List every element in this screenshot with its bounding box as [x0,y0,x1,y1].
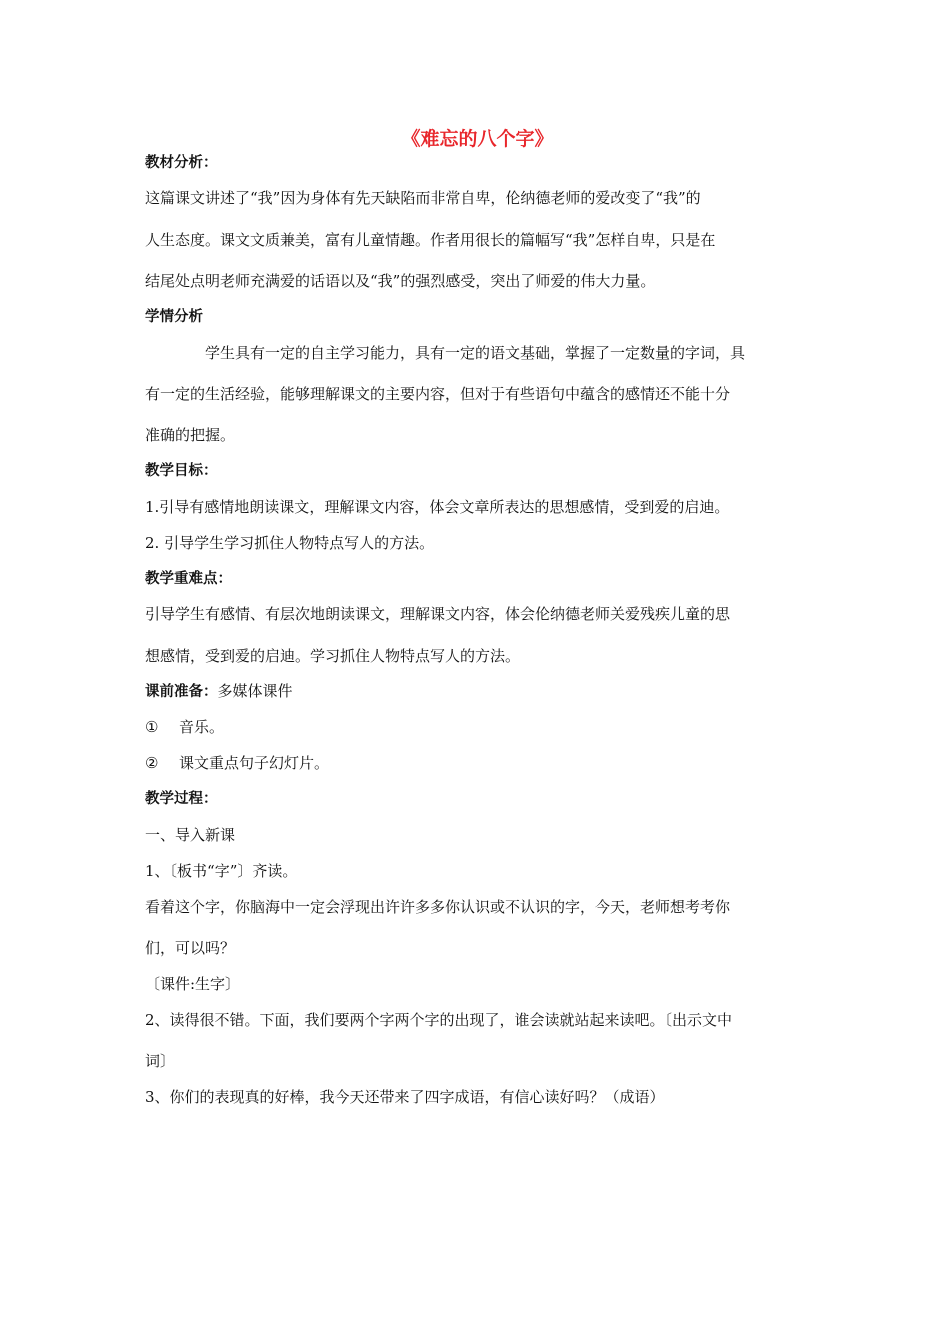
list-marker: ② [145,754,159,772]
students-line-1: 学生具有一定的自主学习能力，具有一定的语文基础，掌握了一定数量的字词，具 [205,344,746,362]
heading-preparation: 课前准备： [145,684,218,700]
key-points-line-1: 引导学生有感情、有层次地朗读课文，理解课文内容，体会伦纳德老师关爱残疾儿童的思 [145,605,731,623]
list-item-text: 课文重点句子幻灯片。 [179,754,330,772]
process-line-6: 2、读得很不错。下面，我们要两个字两个字的出现了，谁会读就站起来读吧。〔出示文中 [145,1011,733,1029]
material-line-3: 结尾处点明老师充满爱的话语以及“我”的强烈感受，突出了师爱的伟大力量。 [145,272,656,290]
document-title: 《难忘的八个字》 [401,128,554,150]
process-line-1: 一、导入新课 [145,826,236,844]
process-line-5: 〔课件:生字〕 [145,975,241,993]
list-marker: ① [145,718,159,736]
material-line-1: 这篇课文讲述了“我”因为身体有先天缺陷而非常自卑，伦纳德老师的爱改变了“我”的 [145,189,701,207]
process-line-2: 1、〔板书“字”〕齐读。 [145,862,298,880]
students-line-2: 有一定的生活经验，能够理解课文的主要内容，但对于有些语句中蕴含的感情还不能十分 [145,385,731,403]
heading-material-analysis: 教材分析： [145,155,218,171]
heading-student-analysis: 学情分析 [145,309,203,325]
heading-key-points: 教学重难点： [145,571,232,587]
goal-item-1: 1.引导有感情地朗读课文，理解课文内容，体会文章所表达的思想感情，受到爱的启迪。 [145,498,730,516]
heading-teaching-goals: 教学目标： [145,463,218,479]
heading-teaching-process: 教学过程： [145,791,218,807]
prep-value: 多媒体课件 [217,682,293,700]
material-line-2: 人生态度。课文文质兼美，富有儿童情趣。作者用很长的篇幅写“我”怎样自卑，只是在 [145,231,716,249]
prep-list-item [145,753,810,773]
students-line-3: 准确的把握。 [145,426,236,444]
list-item-text: 音乐。 [179,718,225,736]
prep-row [145,681,293,702]
process-line-8: 3、你们的表现真的好棒，我今天还带来了四字成语，有信心读好吗？（成语） [145,1088,665,1106]
process-line-7: 词〕 [145,1052,176,1070]
prep-list-item [145,717,810,737]
key-points-line-2: 想感情，受到爱的启迪。学习抓住人物特点写人的方法。 [145,647,521,665]
process-line-4: 们，可以吗？ [145,939,236,957]
process-line-3: 看着这个字，你脑海中一定会浮现出许许多多你认识或不认识的字，今天，老师想考考你 [145,898,731,916]
goal-item-2: 2. 引导学生学习抓住人物特点写人的方法。 [145,534,435,552]
